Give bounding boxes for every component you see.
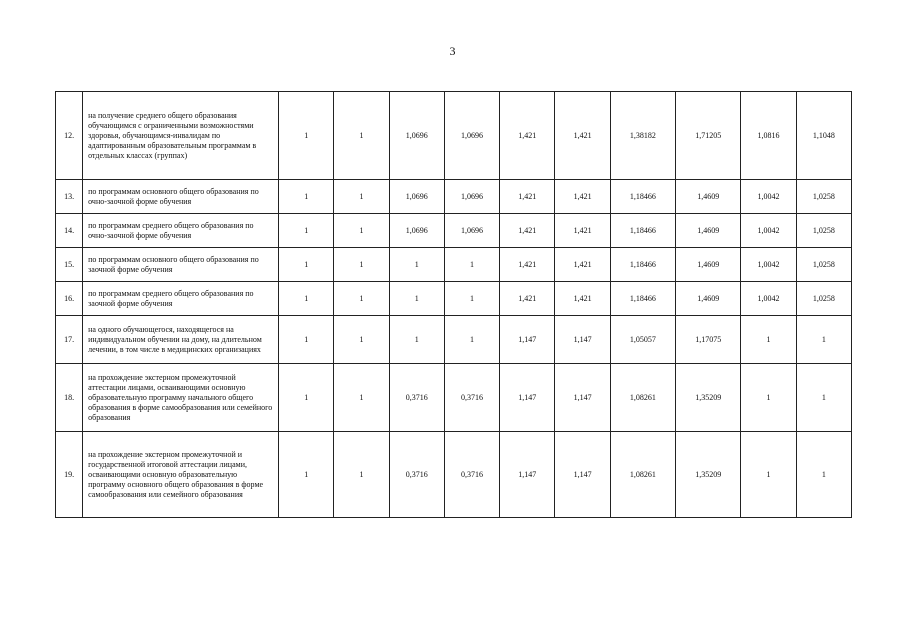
coefficient-cell: 1	[796, 316, 851, 364]
coefficient-cell: 1	[741, 364, 796, 432]
coefficient-cell: 1,0696	[444, 214, 499, 248]
row-description: по программам среднего общего образования по очно-заочной форме обучения	[83, 214, 279, 248]
coefficient-cell: 1	[334, 214, 389, 248]
coefficient-cell: 1	[389, 282, 444, 316]
coefficient-cell: 1	[334, 316, 389, 364]
coefficient-cell: 1,421	[555, 214, 610, 248]
table-row	[56, 364, 852, 432]
coefficient-cell: 1	[334, 432, 389, 518]
coefficient-cell: 1	[389, 248, 444, 282]
coefficient-cell: 1,0696	[444, 92, 499, 180]
coefficients-table	[55, 91, 852, 518]
table-row	[56, 92, 852, 180]
coefficient-cell: 1,147	[500, 364, 555, 432]
coefficient-cell: 1,0258	[796, 180, 851, 214]
coefficient-cell: 1,71205	[676, 92, 741, 180]
coefficient-cell: 1	[444, 316, 499, 364]
row-number: 19.	[56, 432, 83, 518]
row-description: по программам среднего общего образования по заочной форме обучения	[83, 282, 279, 316]
row-description: на прохождение экстерном промежуточной аттестации лицами, осваивающими основную образовательную программу начального общего образования в форме самообразования или семейного образования	[83, 364, 279, 432]
coefficient-cell: 0,3716	[444, 432, 499, 518]
coefficient-cell: 1	[279, 248, 334, 282]
table-row	[56, 432, 852, 518]
coefficient-cell: 0,3716	[389, 432, 444, 518]
coefficient-cell: 1	[334, 248, 389, 282]
coefficient-cell: 1,147	[500, 432, 555, 518]
row-description: на прохождение экстерном промежуточной и государственной итоговой аттестации лицами, осваивающими основную образовательную программу основного общего образования в форме самообразования или семейного образования	[83, 432, 279, 518]
coefficient-cell: 1,0696	[444, 180, 499, 214]
coefficient-cell: 1,0258	[796, 214, 851, 248]
row-description: по программам основного общего образования по очно-заочной форме обучения	[83, 180, 279, 214]
coefficient-cell: 1,05057	[610, 316, 675, 364]
coefficient-cell: 1,4609	[676, 180, 741, 214]
coefficient-cell: 1,0042	[741, 282, 796, 316]
coefficient-cell: 1,421	[500, 282, 555, 316]
row-number: 16.	[56, 282, 83, 316]
coefficient-cell: 1,18466	[610, 214, 675, 248]
coefficient-cell: 1,0696	[389, 92, 444, 180]
coefficient-cell: 1,0816	[741, 92, 796, 180]
coefficient-cell: 1,0258	[796, 282, 851, 316]
row-number: 14.	[56, 214, 83, 248]
coefficient-cell: 1,1048	[796, 92, 851, 180]
table-row	[56, 316, 852, 364]
coefficient-cell: 1	[796, 364, 851, 432]
coefficient-cell: 1	[334, 180, 389, 214]
coefficient-cell: 1	[279, 282, 334, 316]
coefficient-cell: 1	[279, 364, 334, 432]
coefficient-cell: 1,0258	[796, 248, 851, 282]
table-row	[56, 248, 852, 282]
coefficient-cell: 1,35209	[676, 364, 741, 432]
coefficient-cell: 1,421	[500, 248, 555, 282]
coefficient-cell: 1,38182	[610, 92, 675, 180]
coefficient-cell: 1	[279, 214, 334, 248]
coefficient-cell: 1	[796, 432, 851, 518]
row-number: 15.	[56, 248, 83, 282]
coefficient-cell: 0,3716	[444, 364, 499, 432]
page-number: 3	[449, 44, 456, 58]
coefficient-cell: 0,3716	[389, 364, 444, 432]
coefficient-cell: 1	[389, 316, 444, 364]
coefficient-cell: 1,4609	[676, 214, 741, 248]
coefficient-cell: 1,421	[555, 248, 610, 282]
coefficient-cell: 1,0042	[741, 214, 796, 248]
row-description: по программам основного общего образования по заочной форме обучения	[83, 248, 279, 282]
row-number: 13.	[56, 180, 83, 214]
coefficient-cell: 1,421	[555, 282, 610, 316]
coefficient-cell: 1	[334, 282, 389, 316]
row-description: на получение среднего общего образования обучающимся с ограниченными возможностями здоровья, обучающимся-инвалидам по адаптированным образовательным программам в отдельных классах (группах)	[83, 92, 279, 180]
row-number: 17.	[56, 316, 83, 364]
coefficient-cell: 1,421	[555, 92, 610, 180]
coefficient-cell: 1	[279, 316, 334, 364]
coefficient-cell: 1,08261	[610, 364, 675, 432]
coefficient-cell: 1,4609	[676, 282, 741, 316]
coefficient-cell: 1	[279, 432, 334, 518]
coefficient-cell: 1,421	[500, 180, 555, 214]
coefficient-cell: 1,421	[500, 214, 555, 248]
coefficient-cell: 1,0042	[741, 248, 796, 282]
coefficient-cell: 1	[334, 92, 389, 180]
coefficient-cell: 1	[334, 364, 389, 432]
coefficient-cell: 1,08261	[610, 432, 675, 518]
table-row	[56, 214, 852, 248]
coefficient-cell: 1	[741, 316, 796, 364]
table-body	[56, 92, 852, 518]
coefficient-cell: 1,147	[555, 316, 610, 364]
coefficient-cell: 1,0696	[389, 180, 444, 214]
coefficient-cell: 1	[741, 432, 796, 518]
coefficient-cell: 1,147	[500, 316, 555, 364]
table-row	[56, 180, 852, 214]
coefficient-cell: 1	[279, 180, 334, 214]
coefficient-cell: 1,0696	[389, 214, 444, 248]
coefficient-cell: 1,18466	[610, 248, 675, 282]
coefficient-cell: 1,17075	[676, 316, 741, 364]
coefficient-cell: 1,147	[555, 364, 610, 432]
row-description: на одного обучающегося, находящегося на индивидуальном обучении на дому, на длительном лечении, в том числе в медицинских организациях	[83, 316, 279, 364]
coefficient-cell: 1,0042	[741, 180, 796, 214]
coefficient-cell: 1,35209	[676, 432, 741, 518]
coefficient-cell: 1	[444, 248, 499, 282]
coefficient-cell: 1	[444, 282, 499, 316]
coefficient-cell: 1,147	[555, 432, 610, 518]
coefficient-cell: 1,421	[500, 92, 555, 180]
table-row	[56, 282, 852, 316]
row-number: 18.	[56, 364, 83, 432]
coefficient-cell: 1,18466	[610, 282, 675, 316]
coefficient-cell: 1,18466	[610, 180, 675, 214]
coefficient-cell: 1,421	[555, 180, 610, 214]
row-number: 12.	[56, 92, 83, 180]
coefficient-cell: 1	[279, 92, 334, 180]
coefficient-cell: 1,4609	[676, 248, 741, 282]
